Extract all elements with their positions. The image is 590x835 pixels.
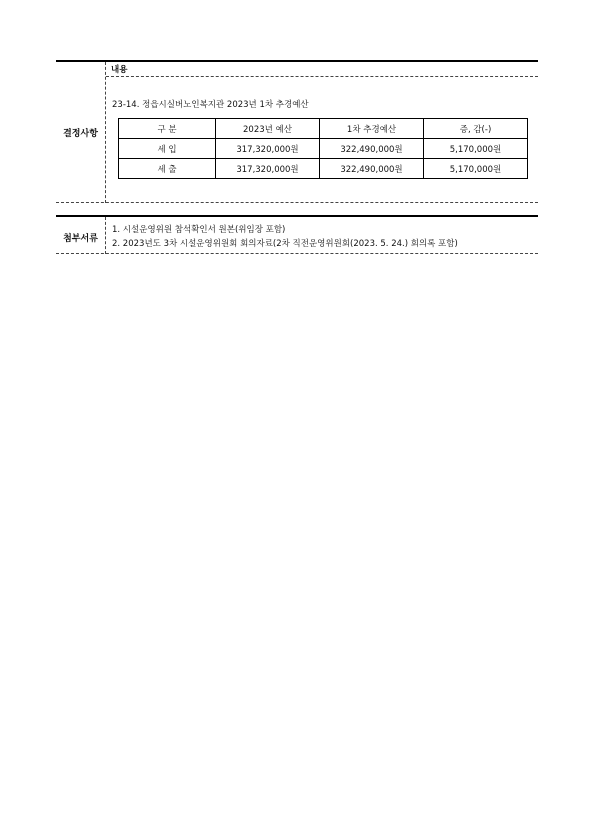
row-supplementary-budget: 322,490,000원 (320, 159, 424, 179)
table-header-row (119, 119, 528, 139)
row-change: 5,170,000원 (424, 139, 528, 159)
decision-label-cell (56, 62, 106, 203)
table-row (119, 139, 528, 159)
table-header-2023-budget: 2023년 예산 (216, 119, 320, 139)
budget-subtitle: 23-14. 정읍시실버노인복지관 2023년 1차 추경예산 (112, 100, 309, 110)
content-header-divider (106, 76, 538, 77)
row-2023-budget: 317,320,000원 (216, 159, 320, 179)
table-header-supplementary-budget: 1차 추경예산 (320, 119, 424, 139)
table-header-change: 증, 감(-) (424, 119, 528, 139)
row-category: 세 입 (119, 139, 216, 159)
row-change: 5,170,000원 (424, 159, 528, 179)
document (56, 60, 538, 254)
attachments-section (56, 215, 538, 254)
section-divider (56, 202, 538, 203)
attachments-list (112, 223, 458, 251)
attachments-content (106, 217, 538, 254)
decision-section (56, 60, 538, 203)
row-2023-budget: 317,320,000원 (216, 139, 320, 159)
attachments-label-cell (56, 217, 106, 254)
list-item: 1. 시설운영위원 참석확인서 원본(위임장 포함) (112, 225, 286, 235)
table-header-category: 구 분 (119, 119, 216, 139)
section-divider (56, 253, 538, 254)
decision-content (106, 62, 538, 203)
attachments-label: 첨부서류 (63, 234, 98, 244)
row-supplementary-budget: 322,490,000원 (320, 139, 424, 159)
content-header: 내용 (111, 65, 128, 75)
budget-table (118, 118, 528, 179)
decision-label: 결정사항 (63, 129, 98, 139)
row-category: 세 출 (119, 159, 216, 179)
list-item: 2. 2023년도 3차 시설운영위원회 회의자료(2차 직전운영위원회(2023. 5. 24.) 회의록 포함) (112, 239, 458, 249)
table-row (119, 159, 528, 179)
